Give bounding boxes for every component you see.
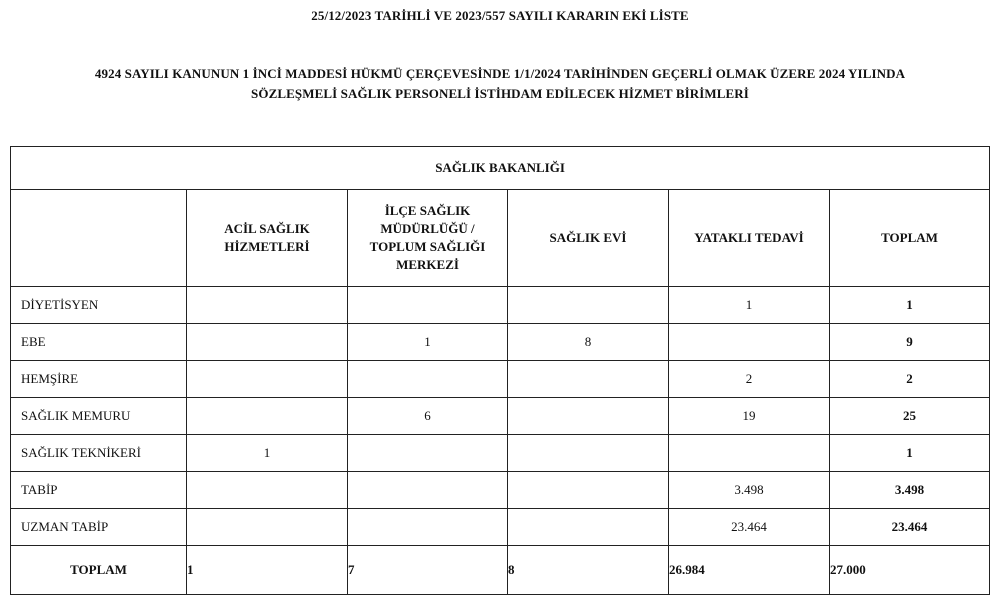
table-row bbox=[11, 361, 990, 398]
total-row-label: TOPLAM bbox=[11, 546, 187, 595]
cell-emergency-health bbox=[187, 324, 348, 361]
cell-district-health bbox=[348, 361, 508, 398]
document-title: 25/12/2023 TARİHLİ VE 2023/557 SAYILI KARARIN EKİ LİSTE bbox=[311, 8, 689, 23]
cell-health-house bbox=[508, 435, 669, 472]
cell-district-health: 6 bbox=[348, 398, 508, 435]
cell-row-total: 9 bbox=[830, 324, 990, 361]
cell-inpatient-treatment: 2 bbox=[669, 361, 830, 398]
row-label: EBE bbox=[11, 324, 187, 361]
total-row bbox=[11, 546, 990, 595]
table-row bbox=[11, 509, 990, 546]
cell-row-total: 2 bbox=[830, 361, 990, 398]
cell-inpatient-treatment bbox=[669, 435, 830, 472]
table-row bbox=[11, 472, 990, 509]
cell-district-health bbox=[348, 472, 508, 509]
row-label: DİYETİSYEN bbox=[11, 287, 187, 324]
cell-row-total: 1 bbox=[830, 435, 990, 472]
cell-health-house bbox=[508, 509, 669, 546]
total-health-house: 8 bbox=[508, 546, 669, 595]
column-header-district-health: İLÇE SAĞLIK MÜDÜRLÜĞÜ / TOPLUM SAĞLIĞI MERKEZİ bbox=[348, 190, 508, 287]
cell-health-house bbox=[508, 398, 669, 435]
total-emergency-health: 1 bbox=[187, 546, 348, 595]
row-label: SAĞLIK TEKNİKERİ bbox=[11, 435, 187, 472]
table-row bbox=[11, 398, 990, 435]
cell-health-house bbox=[508, 472, 669, 509]
total-district-health: 7 bbox=[348, 546, 508, 595]
cell-inpatient-treatment: 23.464 bbox=[669, 509, 830, 546]
total-inpatient-treatment: 26.984 bbox=[669, 546, 830, 595]
cell-emergency-health bbox=[187, 361, 348, 398]
cell-row-total: 1 bbox=[830, 287, 990, 324]
column-header-inpatient-treatment: YATAKLI TEDAVİ bbox=[669, 190, 830, 287]
column-header-health-house: SAĞLIK EVİ bbox=[508, 190, 669, 287]
staff-allocation-table bbox=[10, 146, 990, 595]
cell-emergency-health bbox=[187, 509, 348, 546]
table-row bbox=[11, 287, 990, 324]
grand-total: 27.000 bbox=[830, 546, 990, 595]
cell-inpatient-treatment: 1 bbox=[669, 287, 830, 324]
corner-cell bbox=[11, 190, 187, 287]
cell-emergency-health bbox=[187, 472, 348, 509]
cell-district-health bbox=[348, 435, 508, 472]
row-label: SAĞLIK MEMURU bbox=[11, 398, 187, 435]
cell-inpatient-treatment: 3.498 bbox=[669, 472, 830, 509]
document-subtitle-line-1: 4924 SAYILI KANUNUN 1 İNCİ MADDESİ HÜKMÜ ÇERÇEVESİNDE 1/1/2024 TARİHİNDEN GEÇERLİ OLMAK ÜZERE 2024 YILINDA bbox=[94, 66, 906, 81]
column-header-emergency-health: ACİL SAĞLIK HİZMETLERİ bbox=[187, 190, 348, 287]
cell-row-total: 23.464 bbox=[830, 509, 990, 546]
cell-inpatient-treatment bbox=[669, 324, 830, 361]
cell-row-total: 25 bbox=[830, 398, 990, 435]
cell-district-health: 1 bbox=[348, 324, 508, 361]
row-label: TABİP bbox=[11, 472, 187, 509]
document-subtitle-line-2: SÖZLEŞMELİ SAĞLIK PERSONELİ İSTİHDAM EDİLECEK HİZMET BİRİMLERİ bbox=[251, 86, 749, 101]
row-label: UZMAN TABİP bbox=[11, 509, 187, 546]
cell-health-house bbox=[508, 361, 669, 398]
cell-row-total: 3.498 bbox=[830, 472, 990, 509]
cell-health-house bbox=[508, 287, 669, 324]
table-row bbox=[11, 324, 990, 361]
cell-emergency-health bbox=[187, 287, 348, 324]
cell-emergency-health: 1 bbox=[187, 435, 348, 472]
cell-health-house: 8 bbox=[508, 324, 669, 361]
cell-inpatient-treatment: 19 bbox=[669, 398, 830, 435]
table-row bbox=[11, 435, 990, 472]
ministry-name: SAĞLIK BAKANLIĞI bbox=[11, 147, 990, 190]
cell-district-health bbox=[348, 287, 508, 324]
cell-emergency-health bbox=[187, 398, 348, 435]
row-label: HEMŞİRE bbox=[11, 361, 187, 398]
column-header-total: TOPLAM bbox=[830, 190, 990, 287]
cell-district-health bbox=[348, 509, 508, 546]
